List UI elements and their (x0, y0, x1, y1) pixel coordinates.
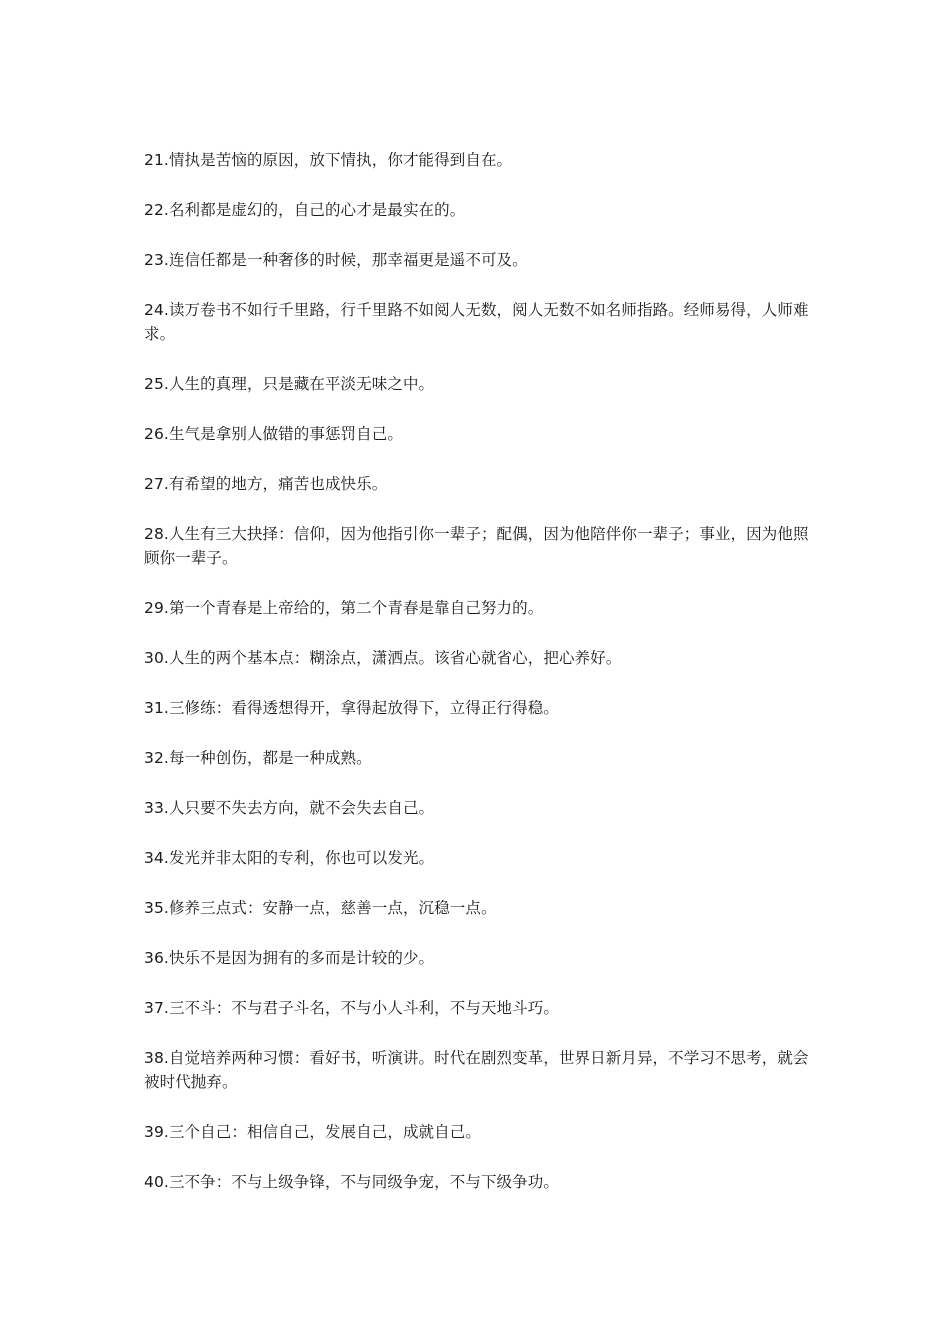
quote-23: 23.连信任都是一种奢侈的时候，那幸福更是遥不可及。 (144, 251, 528, 269)
quote-25: 25.人生的真理，只是藏在平淡无味之中。 (144, 375, 435, 393)
quote-24: 24.读万卷书不如行千里路，行千里路不如阅人无数，阅人无数不如名师指路。经师易得，人师难求。 (144, 301, 809, 343)
quote-35: 35.修养三点式：安静一点，慈善一点，沉稳一点。 (144, 899, 497, 917)
quote-38: 38.自觉培养两种习惯：看好书，听演讲。时代在剧烈变革，世界日新月异，不学习不思考，就会被时代抛弃。 (144, 1049, 809, 1091)
quote-37: 37.三不斗：不与君子斗名，不与小人斗利，不与天地斗巧。 (144, 999, 559, 1017)
quote-32: 32.每一种创伤，都是一种成熟。 (144, 749, 372, 767)
quote-21: 21.情执是苦恼的原因，放下情执，你才能得到自在。 (144, 151, 513, 169)
quote-30: 30.人生的两个基本点：糊涂点，潇洒点。该省心就省心，把心养好。 (144, 649, 622, 667)
quote-40: 40.三不争：不与上级争锋，不与同级争宠，不与下级争功。 (144, 1173, 559, 1191)
quote-27: 27.有希望的地方，痛苦也成快乐。 (144, 475, 388, 493)
quote-31: 31.三修练：看得透想得开，拿得起放得下，立得正行得稳。 (144, 699, 559, 717)
quote-list (144, 148, 812, 1220)
quote-28: 28.人生有三大抉择：信仰，因为他指引你一辈子；配偶，因为他陪伴你一辈子；事业，因为他照顾你一辈子。 (144, 525, 809, 567)
quote-22: 22.名利都是虚幻的，自己的心才是最实在的。 (144, 201, 466, 219)
quote-39: 39.三个自己：相信自己，发展自己，成就自己。 (144, 1123, 481, 1141)
quote-33: 33.人只要不失去方向，就不会失去自己。 (144, 799, 435, 817)
quote-36: 36.快乐不是因为拥有的多而是计较的少。 (144, 949, 435, 967)
quote-29: 29.第一个青春是上帝给的，第二个青春是靠自己努力的。 (144, 599, 544, 617)
quote-34: 34.发光并非太阳的专利，你也可以发光。 (144, 849, 435, 867)
quote-26: 26.生气是拿别人做错的事惩罚自己。 (144, 425, 403, 443)
